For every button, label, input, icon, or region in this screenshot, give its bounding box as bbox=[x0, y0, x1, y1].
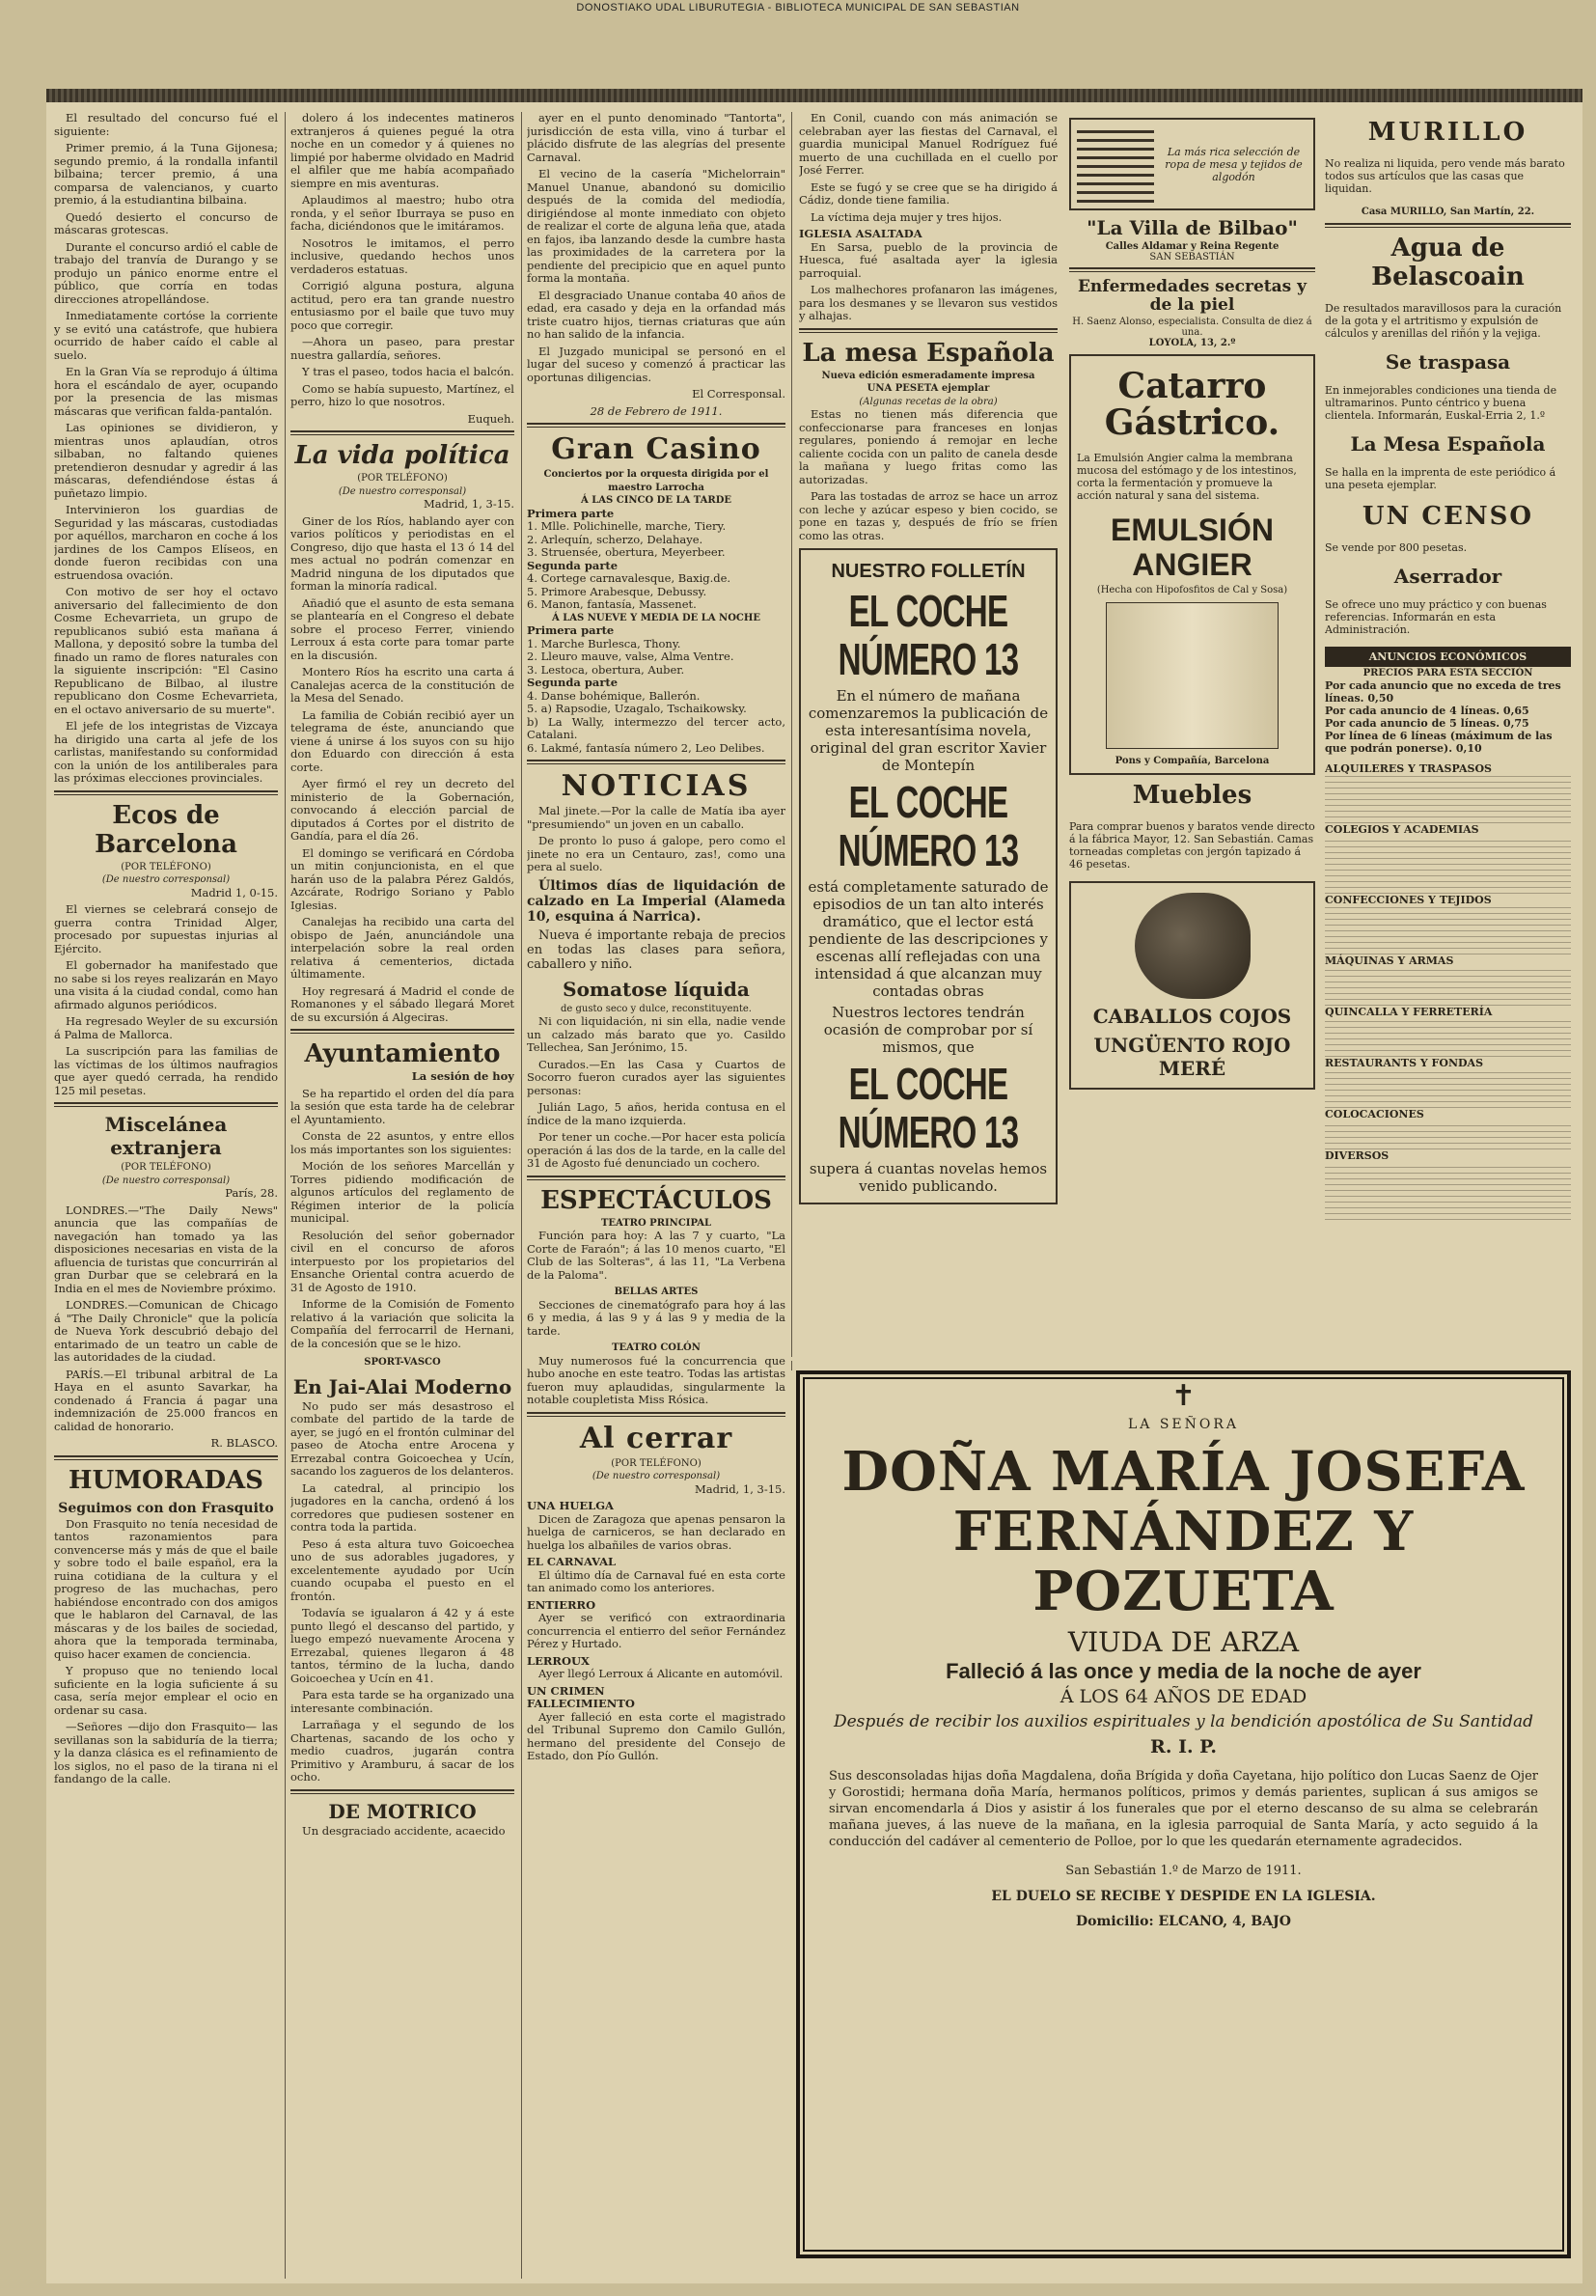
classified-text bbox=[1325, 1018, 1571, 1057]
paragraph: Secciones de cinematógrafo para hoy á las 6 y media, á las 9 y á las 9 y media de la tarde. bbox=[527, 1297, 785, 1338]
ads-area bbox=[1069, 112, 1571, 1357]
paragraph: Larrañaga y el segundo de los Chartenas, sacando de los ocho y medio cuadros, jugarán contra Primitivo y Aramburu, á sacar de los ocho. bbox=[290, 1718, 514, 1784]
divider bbox=[527, 1412, 785, 1417]
byline: (POR TELÉFONO) bbox=[357, 473, 448, 484]
headline-somatose: Somatose líquida bbox=[563, 977, 750, 1001]
ad-title: Aserrador bbox=[1393, 565, 1502, 588]
header-band bbox=[46, 89, 1582, 102]
subheadline: Seguimos con don Frasquito bbox=[58, 1500, 274, 1516]
ad-text: La más rica selección de ropa de mesa y tejidos de algodón bbox=[1165, 145, 1303, 183]
program-item: 4. Danse bohémique, Ballerón. bbox=[527, 688, 701, 703]
headline-noticias: NOTICIAS bbox=[561, 769, 752, 803]
headline-al-cerrar: Al cerrar bbox=[579, 1421, 733, 1455]
ad-title: La Mesa Española bbox=[1350, 432, 1546, 456]
headline-mesa-espanola: La mesa Española bbox=[802, 338, 1055, 368]
ad-brand: UNGÜENTO ROJO MERÉ bbox=[1093, 1034, 1291, 1080]
program-time: Á LAS NUEVE Y MEDIA DE LA NOCHE bbox=[552, 612, 760, 623]
section-banner: ANUNCIOS ECONÓMICOS bbox=[1325, 647, 1571, 667]
ad-title: UN CENSO bbox=[1362, 502, 1534, 531]
ad-text: La Emulsión Angier calma la membrana mucosa del estómago y de los intestinos, corta la fermentación y promueve la acción natural y sana del sistema. bbox=[1077, 452, 1297, 502]
ad-address: Pons y Compañía, Barcelona bbox=[1114, 756, 1270, 766]
byline: (De nuestro corresponsal) bbox=[101, 874, 231, 885]
column-3 bbox=[527, 112, 785, 2279]
paragraph: El resultado del concurso fué el siguiente: bbox=[54, 112, 278, 138]
program-item: 4. Cortege carnavalesque, Baxig.de. bbox=[527, 571, 731, 585]
ad-title: Muebles bbox=[1132, 781, 1252, 810]
column-rule bbox=[521, 112, 522, 2279]
program-item: 6. Manon, fantasía, Massenet. bbox=[527, 597, 697, 611]
classified-text bbox=[1325, 775, 1571, 823]
notice-rip: R. I. P. bbox=[1150, 1736, 1217, 1757]
paragraph: —Señores —dijo don Frasquito— las sevillanas son la sabiduría de la tierra; y la danza clásica es el refinamiento de los siglos, no el paso de la tirana ni el fandango de la calle. bbox=[54, 1720, 278, 1785]
paragraph: Muy numerosos fué la concurrencia que hubo anoche en este teatro. Todas las artistas fueron muy aplaudidas, singularmente la notable coupletista Miss Rósica. bbox=[527, 1353, 785, 1406]
section-label: IGLESIA ASALTADA bbox=[799, 227, 922, 240]
byline: (De nuestro corresponsal) bbox=[592, 1471, 721, 1481]
subheadline: de gusto seco y dulce, reconstituyente. bbox=[561, 1003, 752, 1014]
divider bbox=[54, 1102, 278, 1107]
section-label: FALLECIMIENTO bbox=[527, 1697, 635, 1710]
classified-section: ALQUILERES Y TRASPASOS bbox=[1325, 762, 1492, 775]
section-label: EL CARNAVAL bbox=[527, 1555, 617, 1568]
column-4 bbox=[799, 112, 1058, 1357]
paragraph: La catedral, al principio los jugadores en la cancha, ordenó á los corredores que pudiesen sostener en contra toda la partida. bbox=[290, 1480, 514, 1534]
ad-text: En inmejorables condiciones una tienda de ultramarinos. Punto céntrico y buena clientela. Informarán, Euskal-Erria 2, 1.º bbox=[1325, 384, 1557, 422]
paragraph: supera á cuantas novelas hemos venido publicando. bbox=[809, 1160, 1048, 1195]
section-label: TEATRO COLÓN bbox=[612, 1342, 701, 1353]
divider bbox=[527, 1176, 785, 1180]
paragraph: La familia de Cobián recibió ayer un telegrama de éste, anunciando que viene á unirse á los suyos con su hijo don Eduardo con dirección á esta corte. bbox=[290, 707, 514, 774]
paragraph: Añadió que el asunto de esta semana se plantearía en el Congreso el debate sobre el proceso Ferrer, viniendo Lerroux á esta corte para tomar parte en la discusión. bbox=[290, 595, 514, 662]
paragraph: En Sarsa, pueblo de la provincia de Huesca, fué asaltada ayer la iglesia parroquial. bbox=[799, 239, 1058, 280]
dateline: 28 de Febrero de 1911. bbox=[590, 403, 723, 418]
notice-place-date: San Sebastián 1.º de Marzo de 1911. bbox=[1065, 1864, 1302, 1878]
section-label: PRECIOS PARA ESTA SECCIÓN bbox=[1362, 668, 1533, 678]
ad-title: CABALLOS COJOS bbox=[1092, 1005, 1292, 1028]
byline: (POR TELÉFONO) bbox=[611, 1457, 702, 1469]
column-2 bbox=[290, 112, 514, 2279]
folletin-novel-title: EL COCHE NÚMERO 13 bbox=[838, 777, 1019, 875]
column-rule bbox=[285, 112, 286, 2279]
paragraph: Montero Ríos ha escrito una carta á Canalejas acerca de la constitución de la Mesa del Senado. bbox=[290, 665, 514, 705]
paragraph: Intervinieron los guardias de Seguridad y las máscaras, custodiadas por aquéllos, marcharon en coche á los jardines de los Campos Elíseos, en donde fueron recibidas con una estruendosa ovación. bbox=[54, 503, 278, 582]
folletin-novel-title: EL COCHE NÚMERO 13 bbox=[838, 586, 1019, 684]
program-part: Primera parte bbox=[527, 506, 615, 520]
classified-section: CONFECCIONES Y TEJIDOS bbox=[1325, 894, 1492, 906]
classified-text bbox=[1325, 967, 1571, 1006]
section-label: LERROUX bbox=[527, 1653, 590, 1668]
dateline: Madrid 1, 0-15. bbox=[190, 885, 278, 899]
headline-vida-politica: La vida política bbox=[294, 441, 510, 470]
ad-emulsion-angier bbox=[1069, 354, 1315, 775]
divider bbox=[54, 790, 278, 795]
divider bbox=[290, 1029, 514, 1034]
death-notice bbox=[796, 1370, 1571, 2258]
divider bbox=[527, 760, 785, 764]
deceased-name: DOÑA MARÍA JOSEFA FERNÁNDEZ Y POZUETA bbox=[841, 1440, 1526, 1623]
paragraph: Este se fugó y se cree que se ha dirigido á Cádiz, donde tiene familia. bbox=[799, 180, 1058, 207]
headline-ecos: Ecos de Barcelona bbox=[95, 800, 237, 859]
section-label: BELLAS ARTES bbox=[614, 1286, 699, 1297]
banco-header-placeholder bbox=[799, 1284, 1058, 1370]
ads-column-right bbox=[1325, 112, 1571, 1357]
classified-section: DIVERSOS bbox=[1325, 1149, 1390, 1162]
paragraph: Últimos días de liquidación de calzado en La Imperial (Alameda 10, esquina á Narrica). bbox=[527, 877, 785, 925]
price-line: Por cada anuncio que no exceda de tres líneas. 0,50 bbox=[1325, 679, 1561, 705]
headline-humoradas: HUMORADAS bbox=[69, 1465, 263, 1495]
paragraph: Curados.—En las Casa y Cuartos de Socorro fueron curados ayer las siguientes personas: bbox=[527, 1057, 785, 1097]
ad-text: Se halla en la imprenta de este periódico á una peseta ejemplar. bbox=[1325, 466, 1556, 491]
ad-text: No realiza ni liquida, pero vende más barato todos sus artículos que las casas que liquidan. bbox=[1325, 157, 1565, 195]
paragraph: LONDRES.—"The Daily News" anuncia que las compañías de navegación han tomado ya las disposiciones necesarias en vista de la afluencia de turistas que concurrirán al gran Durbar que se celebrará en la India en el mes de Noviembre próximo. bbox=[54, 1203, 278, 1295]
paragraph: Hoy regresará á Madrid el conde de Romanones y el sábado llegará Moret de su excursión á Algeciras. bbox=[290, 983, 514, 1024]
paragraph: Ayer firmó el rey un decreto del ministerio de la Gobernación, convocando á elección parcial de diputados á Cortes por el distrito de Gandía, para el día 26. bbox=[290, 777, 514, 843]
column-rule bbox=[791, 112, 792, 1357]
crib-illustration bbox=[1077, 125, 1154, 203]
paragraph: Nosotros le imitamos, el perro inclusive, quedando hechos unos verdaderos estatuas. bbox=[290, 235, 514, 276]
folletin-box bbox=[799, 548, 1058, 1204]
paragraph: No pudo ser más desastroso el combate del partido de la tarde de ayer, se jugó en el frontón culminar del paseo de Atocha entre Arocena y Errezabal contra Goicoechea y Ucín, sacando los zagueros de los delanteros. bbox=[290, 1398, 514, 1478]
paragraph: La suscripción para las familias de las víctimas de los últimos naufragios que ayer quedó cerrada, ha rendido 125 mil pesetas. bbox=[54, 1044, 278, 1097]
ads-column-left bbox=[1069, 112, 1315, 1357]
ad-title: "La Villa de Bilbao" bbox=[1087, 216, 1298, 239]
ad-title: Catarro Gástrico. bbox=[1104, 366, 1280, 443]
ad-address: Calles Aldamar y Reina Regente bbox=[1105, 241, 1280, 252]
classified-section: QUINCALLA Y FERRETERÍA bbox=[1325, 1006, 1493, 1018]
paragraph: Canalejas ha recibido una carta del obispo de Jaén, anunciándole una interpelación sobre la real orden relativa á cementerios, dictada últimamente. bbox=[290, 915, 514, 981]
program-item: 6. Lakmé, fantasía número 2, Leo Delibes. bbox=[527, 740, 765, 755]
notice-body: Sus desconsoladas hijas doña Magdalena, doña Brígida y doña Cayetana, hijo político don Lucas Saenz de Ojer y Gorostidi; hermana doña María, hermanos políticos, primos y demás parientes, suplican á sus amigos se sirvan encomendarla á Dios y asistir á los funerales que por el eterno descanso de su alma se celebrarán mañana jueves, á las nueve de la mañana, en la iglesia parroquial de Santa María, y acto seguido á la conducción del cadáver al cementerio de Polloe, por lo que les quedarán eternamente agradecidos. bbox=[829, 1769, 1538, 1849]
classified-text bbox=[1325, 836, 1571, 894]
price-line: Por línea de 6 líneas (máximum de las que podrán ponerse). 0,10 bbox=[1325, 730, 1553, 755]
divider bbox=[527, 423, 785, 428]
ad-address: LOYOLA, 13, 2.º bbox=[1148, 338, 1236, 348]
price-line: Por cada anuncio de 4 líneas. 0,65 bbox=[1325, 705, 1529, 717]
paragraph: Ni con liquidación, ni sin ella, nadie vende un calzado más barato que yo. Casildo Tellechea, San Jerónimo, 15. bbox=[527, 1014, 785, 1054]
paragraph: Resolución del señor gobernador civil en el concurso de aforos interpuesto por los propietarios del Ensanche Oriental contra acuerdo de 31 de Agosto de 1910. bbox=[290, 1228, 514, 1294]
paragraph: El último día de Carnaval fué en esta corte tan animado como los anteriores. bbox=[527, 1567, 785, 1594]
ad-text: Se ofrece uno muy práctico y con buenas referencias. Informarán en esta Administración. bbox=[1325, 598, 1547, 636]
price-line: Por cada anuncio de 5 líneas. 0,75 bbox=[1325, 717, 1529, 730]
paragraph: El vecino de la casería "Michelorrain" Manuel Unanue, abandonó su domicilio después de la comida del mediodía, dirigiéndose al monte inmediato con objeto de realizar el corte de alguna leña que, atada en fajos, iba lanzando desde la cumbre hasta las proximidades de la carretera por la pendiente del precipicio que en aquel punto forma la montaña. bbox=[527, 167, 785, 285]
paragraph: Don Frasquito no tenía necesidad de tantos razonamientos para convencerse más y más de que el baile y sobre todo el baile español, era la ruina cotidiana de la cultura y el progreso de las muchachas, pero habiéndose encontrado con dos amigos que le hablaron del Carnaval, de las máscaras y de los bailes de sociedad, ahora que la temporada terminaba, quiso hacer examen de conciencia. bbox=[54, 1516, 278, 1661]
classified-text bbox=[1325, 1069, 1571, 1108]
classified-section: RESTAURANTS Y FONDAS bbox=[1325, 1057, 1484, 1069]
ad-text: De resultados maravillosos para la curación de la gota y el artritismo y expulsión de cálculos y arenillas del riñón y la vejiga. bbox=[1325, 302, 1562, 340]
subheadline: Nueva edición esmeradamente impresa bbox=[821, 370, 1035, 381]
classified-section: MÁQUINAS Y ARMAS bbox=[1325, 954, 1454, 967]
divider bbox=[799, 328, 1058, 333]
folletin-novel-title: EL COCHE NÚMERO 13 bbox=[838, 1059, 1019, 1157]
paragraph: Los malhechores profanaron las imágenes, para los desmanes y se llevaron sus vestidos y alhajas. bbox=[799, 283, 1058, 322]
paragraph: En el número de mañana comenzaremos la publicación de esta interesantísima novela, original del gran escritor Xavier de Montepín bbox=[808, 687, 1049, 774]
paragraph: El gobernador ha manifestado que no sabe si los reyes realizarán en Mayo una visita á la ciudad condal, como han afirmado algunos periódicos. bbox=[54, 958, 278, 1011]
paragraph: Las opiniones se dividieron, y mientras unos aplaudían, otros silbaban, no faltando quienes pretendieron desnudar y agredir á las máscaras, defendiéndose éstas á puñetazo limpio. bbox=[54, 421, 278, 500]
paragraph: En la Gran Vía se reprodujo á última hora el escándalo de ayer, ocupando por la presencia de las mismas máscaras que verifican falda-pantalón. bbox=[54, 365, 278, 418]
headline-jai-alai: En Jai-Alai Moderno bbox=[292, 1374, 512, 1398]
paragraph: Como se había supuesto, Martínez, el perro, hizo lo que nosotros. bbox=[290, 381, 514, 408]
paragraph: LONDRES.—Comunican de Chicago á "The Daily Chronicle" que la policía de Nueva York descubrió debajo del entarimado de un teatro un cable de las autoridades de la ciudad. bbox=[54, 1298, 278, 1364]
section-label: UN CRIMEN bbox=[527, 1683, 605, 1698]
paragraph: La víctima deja mujer y tres hijos. bbox=[811, 209, 1003, 224]
ad-brand: EMULSIÓN ANGIER bbox=[1111, 512, 1274, 582]
paragraph: —Ahora un paseo, para prestar nuestra gallardía, señores. bbox=[290, 335, 514, 362]
classified-text bbox=[1325, 906, 1571, 954]
ad-title: MURILLO bbox=[1367, 118, 1528, 147]
paragraph: Mal jinete.—Por la calle de Matía iba ayer "presumiendo" un joven en un caballo. bbox=[527, 804, 785, 831]
paragraph: Se ha repartido el orden del día para la sesión que esta tarde ha de celebrar el Ayuntamiento. bbox=[290, 1086, 514, 1126]
paragraph: El domingo se verificará en Córdoba un mitin conjuncionista, en el que harán uso de la palabra Pérez Galdós, Azcárate, Rodrigo Soriano y Pablo Iglesias. bbox=[290, 845, 514, 912]
signature: R. BLASCO. bbox=[210, 1436, 278, 1450]
price: UNA PESETA ejemplar bbox=[867, 383, 990, 394]
notice-despues: Después de recibir los auxilios espirituales y la bendición apostólica de Su Santidad bbox=[833, 1712, 1534, 1731]
program-item: 2. Lleuro mauve, valse, Alma Ventre. bbox=[527, 650, 734, 663]
headline-espectaculos: ESPECTÁCULOS bbox=[540, 1185, 772, 1215]
paragraph: El desgraciado Unanue contaba 40 años de edad, era casado y deja en la orfandad más triste cuatro hijos, tiernas criaturas que aún no han salido de la infancia. bbox=[527, 288, 785, 341]
paragraph: Primer premio, á la Tuna Gijonesa; segundo premio, á la rondalla infantil bilbaina; tercer premio, á una comparsa de valencianos, y cuarto premio, á la estudiantina bilbaina. bbox=[54, 141, 278, 207]
notice-viuda: VIUDA DE ARZA bbox=[1067, 1626, 1300, 1658]
paragraph: Consta de 22 asuntos, y entre ellos los más importantes son los siguientes: bbox=[290, 1129, 514, 1156]
section-label: UNA HUELGA bbox=[527, 1499, 614, 1512]
paragraph: Ayer falleció en esta corte el magistrado del Tribunal Supremo don Camilo Gullón, hermano del presidente del Consejo de Estado, don Pío Gullón. bbox=[527, 1709, 785, 1762]
program-item: 5. Primore Arabesque, Debussy. bbox=[527, 584, 707, 598]
paragraph: Y tras el paseo, todos hacia el balcón. bbox=[302, 365, 514, 378]
divider bbox=[1325, 223, 1571, 228]
dateline: Madrid, 1, 3-15. bbox=[424, 497, 514, 511]
program-item: 3. Lestoca, obertura, Auber. bbox=[527, 662, 685, 677]
paragraph: Moción de los señores Marcellán y Torres pidiendo modificación de algunos artículos del reglamento de Régimen interior de la policía municipal. bbox=[290, 1159, 514, 1225]
paragraph: dolero á los indecentes matineros extranjeros á quienes pegué la otra noche en un comedor y á quienes no limpié por haberme olvidado en Madrid el alfiler que me había acompañado siempre en mis aventuras. bbox=[290, 112, 514, 190]
program-part: Segunda parte bbox=[527, 676, 619, 689]
cross-icon: ✝ bbox=[1170, 1379, 1197, 1413]
paragraph: ayer en el punto denominado "Tantorta", jurisdicción de esta villa, vino á turbar el plácido disfrute de las alegrías del presente Carnaval. bbox=[527, 112, 785, 164]
paragraph: Giner de los Ríos, hablando ayer con varios políticos y periodistas en el Congreso, dijo que hasta el 13 ó 14 del mes actual no podrán comenzar en Madrid ninguna de los diputados que forman la minoría radical. bbox=[290, 513, 514, 593]
headline-ayuntamiento: Ayuntamiento bbox=[304, 1039, 501, 1068]
program-item: 5. a) Rapsodie, Uzagalo, Tschaikowsky. bbox=[527, 702, 747, 715]
paragraph: Nueva é importante rebaja de precios en todas las clases para señora, caballero y niño. bbox=[527, 927, 785, 972]
dateline: París, 28. bbox=[225, 1186, 278, 1200]
paragraph: Función para hoy: A las 7 y cuarto, "La Corte de Faraón"; á las 10 menos cuarto, "El Club de las Solteras", á las 11, "La Verbena de la Paloma". bbox=[527, 1229, 785, 1282]
horse-head-illustration bbox=[1135, 893, 1251, 999]
paragraph: Aplaudimos al maestro; hubo otra ronda, y el señor Iburraya se puso en facha, diciéndonos que le imitáramos. bbox=[290, 193, 514, 233]
subheadline: Conciertos por la orquesta dirigida por el maestro Larrocha bbox=[543, 469, 769, 493]
ad-title: Se traspasa bbox=[1385, 350, 1511, 373]
byline: (De nuestro corresponsal) bbox=[338, 485, 467, 497]
section-label: TEATRO PRINCIPAL bbox=[600, 1217, 712, 1229]
paragraph: Estas no tienen más diferencia que confeccionarse para franceses en lonjas regulares, poniendo á remojar en leche caliente cocida con un palito de canela desde la mañana y luego fritas como las autorizadas. bbox=[799, 407, 1058, 486]
paragraph: Por tener un coche.—Por hacer esta policía operación á las dos de la tarde, en la calle del 31 de Agosto fué denunciado un cochero. bbox=[527, 1130, 785, 1170]
ad-title: Enfermedades secretas y de la piel bbox=[1077, 277, 1307, 315]
divider bbox=[1069, 267, 1315, 272]
program-item: 1. Marche Burlesca, Thony. bbox=[527, 636, 681, 650]
headline-gran-casino: Gran Casino bbox=[551, 432, 761, 466]
note: (Algunas recetas de la obra) bbox=[859, 396, 998, 407]
ad-text: H. Saenz Alonso, especialista. Consulta de diez á una. bbox=[1072, 317, 1312, 338]
section-label: SPORT-VASCO bbox=[364, 1357, 441, 1368]
section-label: ENTIERRO bbox=[527, 1597, 596, 1612]
notice-la-senora: LA SEÑORA bbox=[1127, 1417, 1240, 1432]
program-item: 3. Struensée, obertura, Meyerbeer. bbox=[527, 545, 726, 559]
paragraph: Todavía se igualaron á 42 y á este punto llegó el descanso del partido, y luego empezó nuevamente Arocena y Errezabal, quienes llegaron á 48 tantos, término de la lucha, dando Goicoechea y Ucín en 41. bbox=[290, 1606, 514, 1685]
subheadline: La sesión de hoy bbox=[411, 1069, 514, 1083]
paragraph: Julián Lago, 5 años, herida contusa en el índice de la mano izquierda. bbox=[527, 1100, 785, 1127]
byline: (POR TELÉFONO) bbox=[121, 861, 211, 872]
paragraph: El viernes se celebrará consejo de guerra contra Trinidad Alger, procesado por supuestas injurias al Ejército. bbox=[54, 902, 278, 955]
paragraph: Un desgraciado accidente, acaecido bbox=[302, 1823, 506, 1838]
headline-miscelanea: Miscelánea extranjera bbox=[104, 1113, 228, 1159]
anchor bbox=[799, 1284, 800, 1285]
ad-villa-bilbao bbox=[1069, 118, 1315, 210]
byline: (De nuestro corresponsal) bbox=[101, 1175, 231, 1186]
paragraph: En Conil, cuando con más animación se celebraban ayer las fiestas del Carnaval, el guardia municipal Manuel Rodríguez fué muerto de una cuchillada en el cuello por José Ferrer. bbox=[799, 112, 1058, 177]
paragraph: está completamente saturado de episodios de un tan alto interés dramático, que el lector está pendiente de las descripciones y escenas allí reflejadas con una intensidad á que alcanzan muy contadas obras bbox=[808, 878, 1049, 1000]
paragraph: Corrigió alguna postura, alguna actitud, pero era tan grande nuestro entusiasmo por el baile que tuvo muy poco que corregir. bbox=[290, 279, 514, 332]
notice-domicilio: Domicilio: ELCANO, 4, BAJO bbox=[1076, 1914, 1291, 1929]
program-part: Primera parte bbox=[527, 623, 615, 637]
paragraph: Ha regresado Weyler de su excursión á Palma de Mallorca. bbox=[54, 1014, 278, 1041]
paragraph: Nuestros lectores tendrán ocasión de comprobar por sí mismos, que bbox=[823, 1004, 1033, 1056]
folletin-title: NUESTRO FOLLETÍN bbox=[831, 561, 1026, 582]
notice-fallecio: Falleció á las once y media de la noche de ayer bbox=[946, 1659, 1421, 1683]
paragraph: Con motivo de ser hoy el octavo aniversario del fallecimiento de don Cosme Echevarrieta, un grupo de republicanos subió esta mañana á Mallona, y depositó sobre la tumba del finado un ramo de flores naturales con la siguiente inscripción: "El Casino Republicano de Bilbao, al ilustre republicano don Cosme Echevarrieta, en el octavo aniversario de su muerte". bbox=[54, 585, 278, 716]
program-item: b) La Wally, intermezzo del tercer acto, Catalani. bbox=[527, 714, 785, 741]
divider bbox=[290, 430, 514, 435]
ad-address: Casa MURILLO, San Martín, 22. bbox=[1361, 207, 1535, 217]
paragraph: El Juzgado municipal se personó en el lugar del suceso y comenzó á practicar las oportunas diligencias. bbox=[527, 344, 785, 384]
paragraph: Informe de la Comisión de Fomento relativo á la variación que solicita la Compañía del ferrocarril de Hernani, de la concesión que se le hizo. bbox=[290, 1297, 514, 1350]
paragraph: Ayer llegó Lerroux á Alicante en automóvil. bbox=[538, 1667, 784, 1680]
ad-text: Se vende por 800 pesetas. bbox=[1325, 541, 1468, 554]
ad-caballos bbox=[1069, 881, 1315, 1090]
paragraph: Para esta tarde se ha organizado una interesante combinación. bbox=[290, 1688, 514, 1715]
ad-title: Agua de Belascoain bbox=[1371, 234, 1525, 291]
dateline: Madrid, 1, 3-15. bbox=[695, 1481, 785, 1496]
headline-motrico: DE MOTRICO bbox=[328, 1799, 477, 1823]
divider bbox=[290, 1789, 514, 1794]
paragraph: El jefe de los integristas de Vizcaya ha dirigido una carta al jefe de los carlistas, manifestando su conformidad con la unión de los antiliberales para las próximas elecciones provinciales. bbox=[54, 719, 278, 785]
program-item: 2. Arlequín, scherzo, Delahaye. bbox=[527, 532, 703, 546]
column-1 bbox=[54, 112, 278, 2279]
paragraph: De pronto lo puso á galope, pero como el jinete no era un Centauro, zas!, como una pera al suelo. bbox=[527, 834, 785, 873]
paragraph: PARÍS.—El tribunal arbitral de La Haya en el asunto Savarkar, ha condenado á Francia á pagar una indemnización de 25.000 francos en calidad de honorario. bbox=[54, 1367, 278, 1433]
notice-duelo: EL DUELO SE RECIBE Y DESPIDE EN LA IGLESIA. bbox=[991, 1889, 1376, 1904]
classified-text bbox=[1325, 1162, 1571, 1220]
library-credit: DONOSTIAKO UDAL LIBURUTEGIA - BIBLIOTECA MUNICIPAL DE SAN SEBASTIAN bbox=[576, 2, 1020, 14]
column-rule bbox=[791, 1361, 792, 1370]
paragraph: Para las tostadas de arroz se hace un arroz con leche y azúcar espeso y bien cocido, se pone en tazas y, después de frío se fríen como las otras. bbox=[799, 489, 1058, 542]
classified-section: COLOCACIONES bbox=[1325, 1108, 1424, 1120]
paragraph: Ayer se verificó con extraordinaria concurrencia el entierro del señor Fernández Pérez y Hurtado. bbox=[527, 1611, 785, 1650]
classified-text bbox=[1325, 1120, 1571, 1149]
program-part: Segunda parte bbox=[527, 558, 619, 572]
paragraph: Quedó desierto el concurso de máscaras grotescas. bbox=[54, 209, 278, 236]
paragraph: Durante el concurso ardió el cable de trabajo del tranvía de Durango y se produjo un pánico enorme entre el público, que corría en todas direcciones atropellándose. bbox=[54, 239, 278, 306]
ad-text: Para comprar buenos y baratos vende directo á la fábrica Mayor, 12. San Sebastián. Camas torneadas completas con jergón tapizado á 46 pesetas. bbox=[1069, 820, 1315, 871]
paragraph: Peso á esta altura tuvo Goicoechea uno de sus adorables jugadores, y excelentemente ayudado por Ucín cuando ocupaba el puesto en el frontón. bbox=[290, 1536, 514, 1603]
classified-section: COLEGIOS Y ACADEMIAS bbox=[1325, 823, 1479, 836]
paragraph: Y propuso que no teniendo local suficiente en la logia suficiente á su casa, sería mejor emplear el ocio en ordenar su casa. bbox=[54, 1664, 278, 1717]
program-time: Á LAS CINCO DE LA TARDE bbox=[581, 495, 731, 506]
signature: Euqueh. bbox=[467, 411, 514, 426]
notice-edad: Á LOS 64 AÑOS DE EDAD bbox=[1059, 1686, 1307, 1707]
ad-city: SAN SEBASTIÁN bbox=[1149, 252, 1235, 263]
byline: (POR TELÉFONO) bbox=[121, 1162, 211, 1173]
signature: El Corresponsal. bbox=[692, 387, 785, 401]
bottle-illustration bbox=[1106, 602, 1279, 749]
paragraph: Dicen de Zaragoza que apenas pensaron la huelga de carniceros, se han declarado en huelga los albañiles de varios obras. bbox=[527, 1511, 785, 1552]
program-item: 1. Mlle. Polichinelle, marche, Tiery. bbox=[527, 519, 727, 533]
ad-sub: (Hecha con Hipofosfitos de Cal y Sosa) bbox=[1096, 585, 1288, 595]
divider bbox=[54, 1455, 278, 1460]
paragraph: Inmediatamente cortóse la corriente y se evitó una catástrofe, que hubiera ocurrido de haber caído el cable al suelo. bbox=[54, 309, 278, 362]
